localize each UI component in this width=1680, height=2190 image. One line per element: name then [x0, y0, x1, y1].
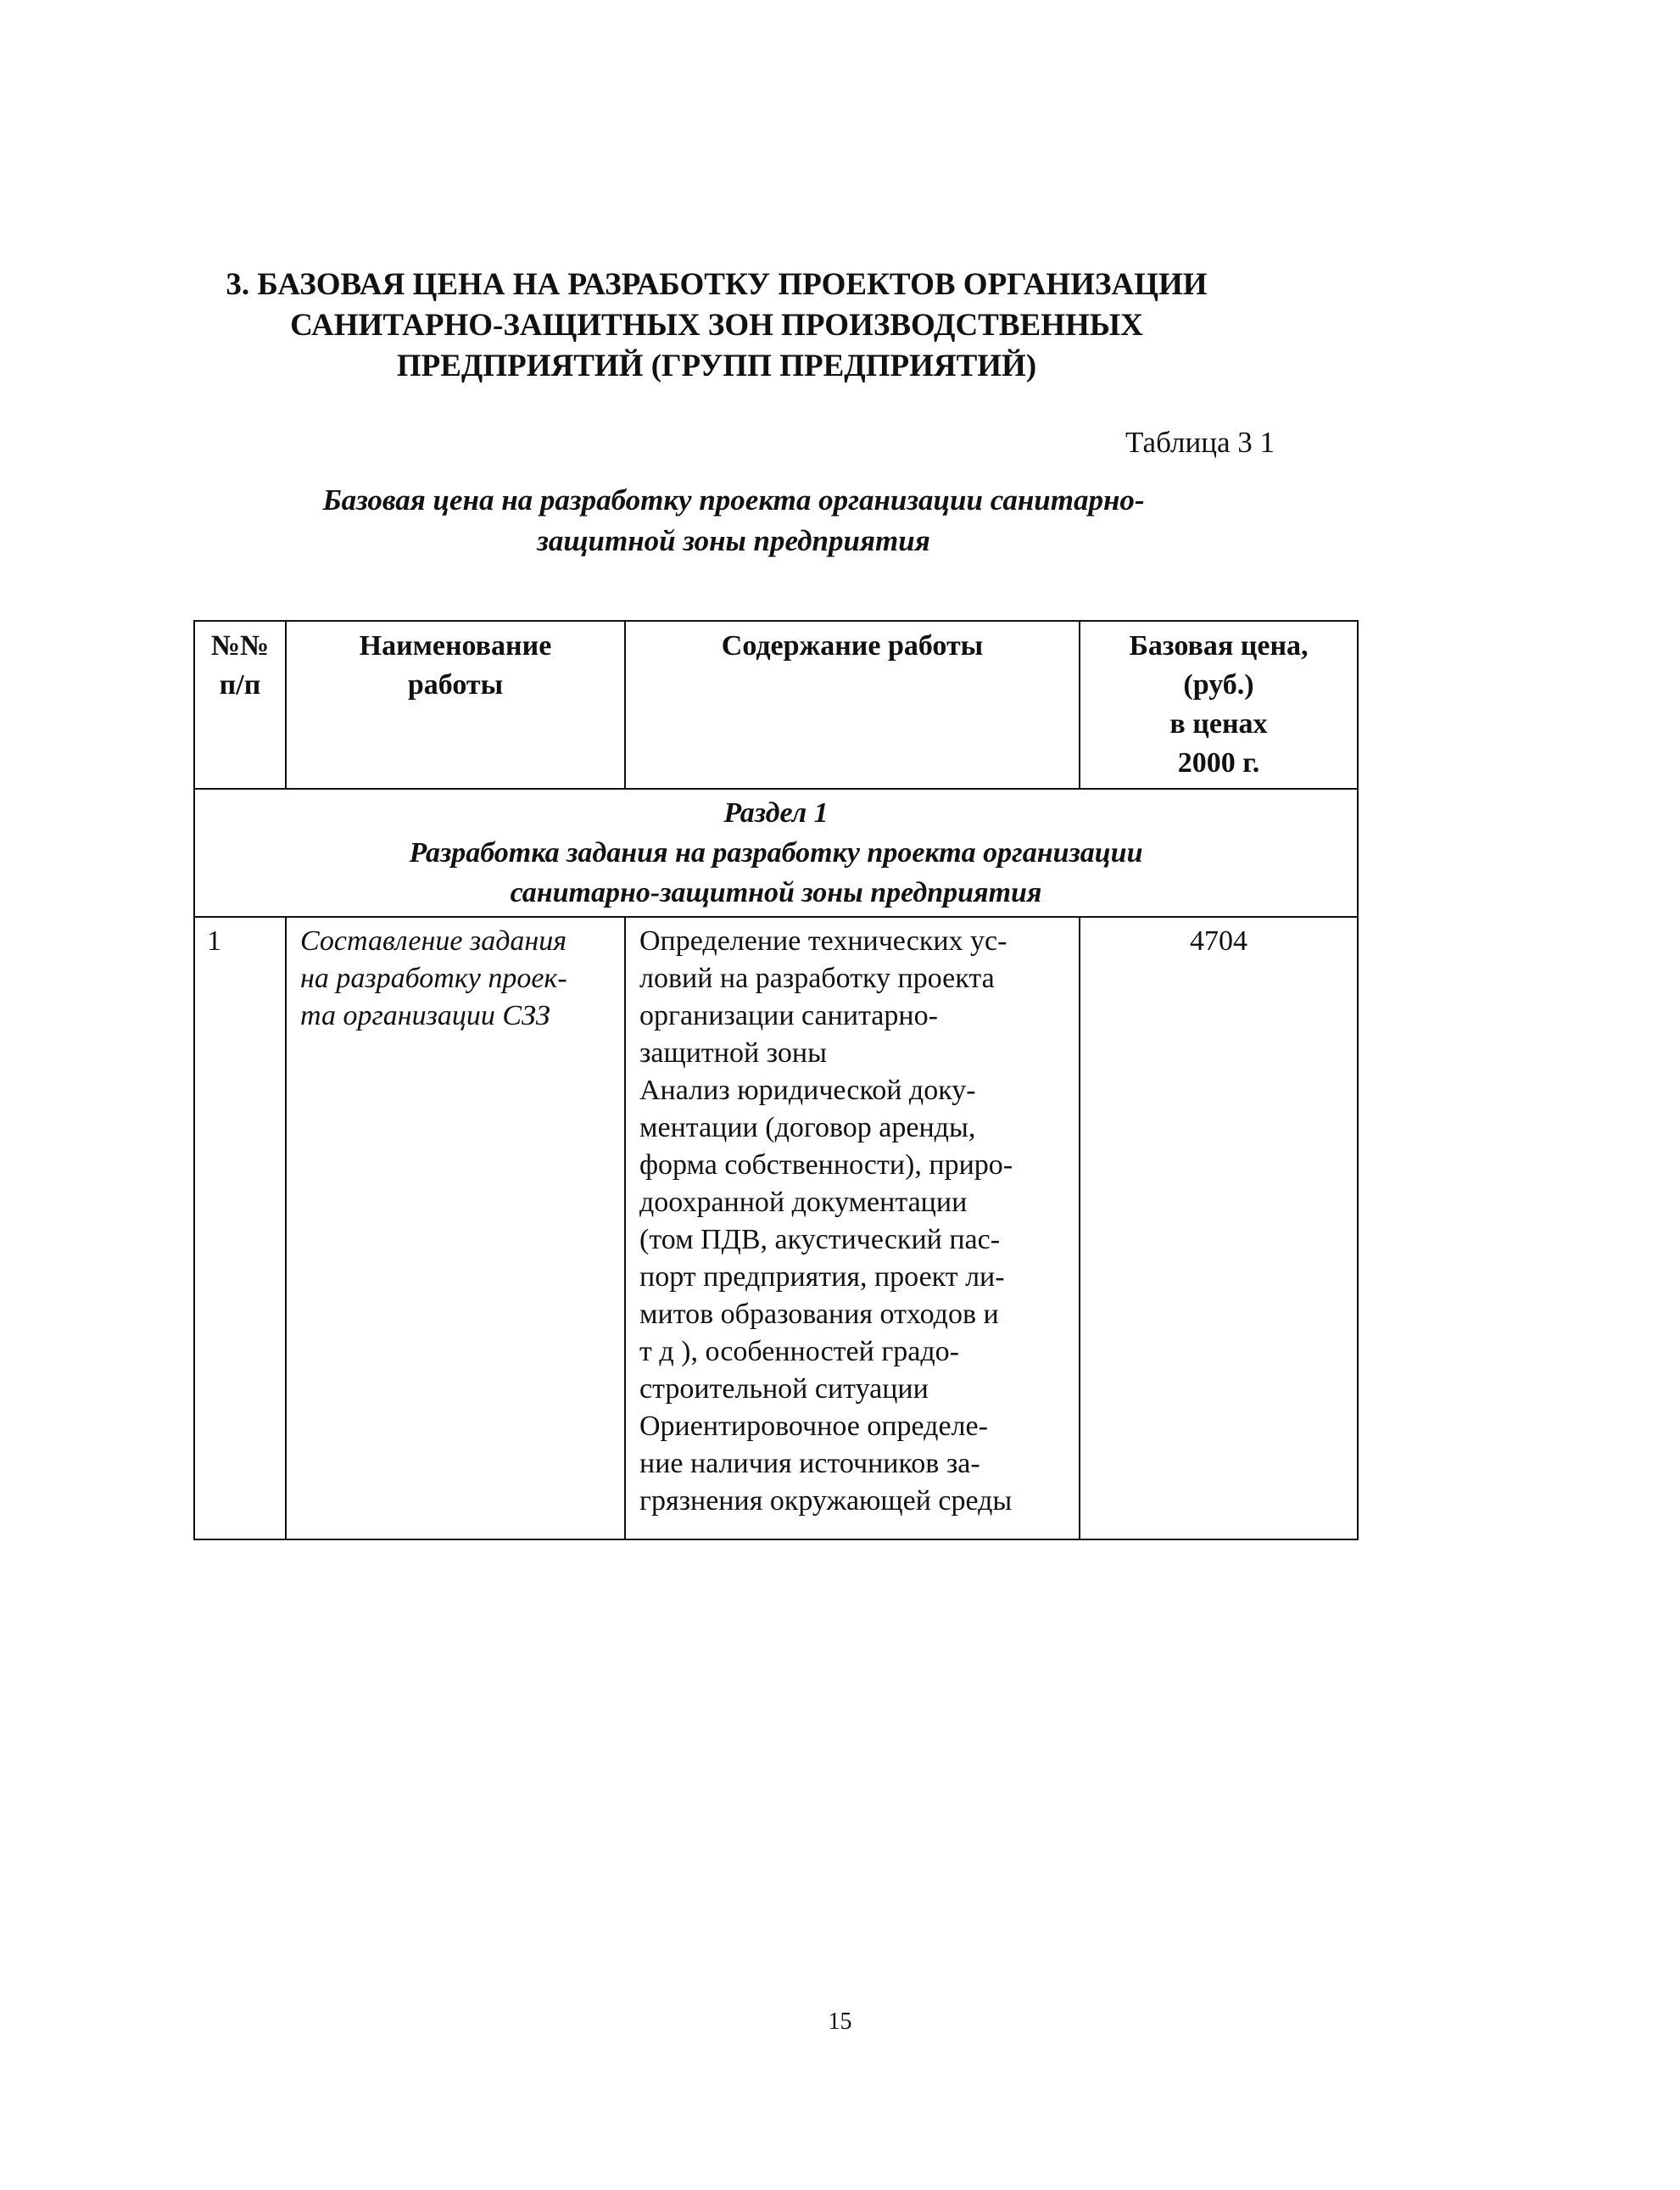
base-price: 4704: [1080, 917, 1358, 1539]
header-price: Базовая цена, (руб.) в ценах 2000 г.: [1080, 621, 1358, 789]
section-title: Раздел 1 Разработка задания на разработку проекта организации санитарно-защитной зоны предприятия: [194, 789, 1358, 917]
heading-line: ПРЕДПРИЯТИЙ (ГРУПП ПРЕДПРИЯТИЙ): [396, 349, 1037, 383]
header-num: №№ п/п: [194, 621, 286, 789]
page-number: 15: [828, 2008, 852, 2035]
header-content: Содержание работы: [625, 621, 1080, 789]
table-row: [194, 917, 1358, 1539]
work-content: Определение технических ус- ловий на разработку проекта организации санитарно- защитной зоны Анализ юридической доку- ментации (договор аренды, форма собственности), приро- доохранной документации (том ПДВ, акустический пас- порт предприятия, проект ли- митов образования отходов и т д ), особенностей градо- строительной ситуации Ориентировочное определе- ние наличия источников за- грязнения окружающей среды: [625, 917, 1080, 1539]
heading-line: 3. БАЗОВАЯ ЦЕНА НА РАЗРАБОТКУ ПРОЕКТОВ ОРГАНИЗАЦИИ: [226, 267, 1208, 302]
caption-line: Базовая цена на разработку проекта организации санитарно-: [322, 483, 1145, 517]
caption-line: защитной зоны предприятия: [537, 524, 930, 557]
table-header-row: [194, 621, 1358, 789]
section-row: [194, 789, 1358, 917]
row-number: 1: [194, 917, 286, 1539]
header-name: Наименование работы: [286, 621, 625, 789]
heading-line: САНИТАРНО-ЗАЩИТНЫХ ЗОН ПРОИЗВОДСТВЕННЫХ: [290, 308, 1143, 343]
base-price-table: [193, 620, 1359, 1540]
table-caption: [237, 480, 1230, 561]
table-number: Таблица 3 1: [1125, 426, 1275, 459]
work-name: Составление задания на разработку проек- та организации СЗЗ: [286, 917, 625, 1539]
section-heading: [170, 265, 1264, 387]
